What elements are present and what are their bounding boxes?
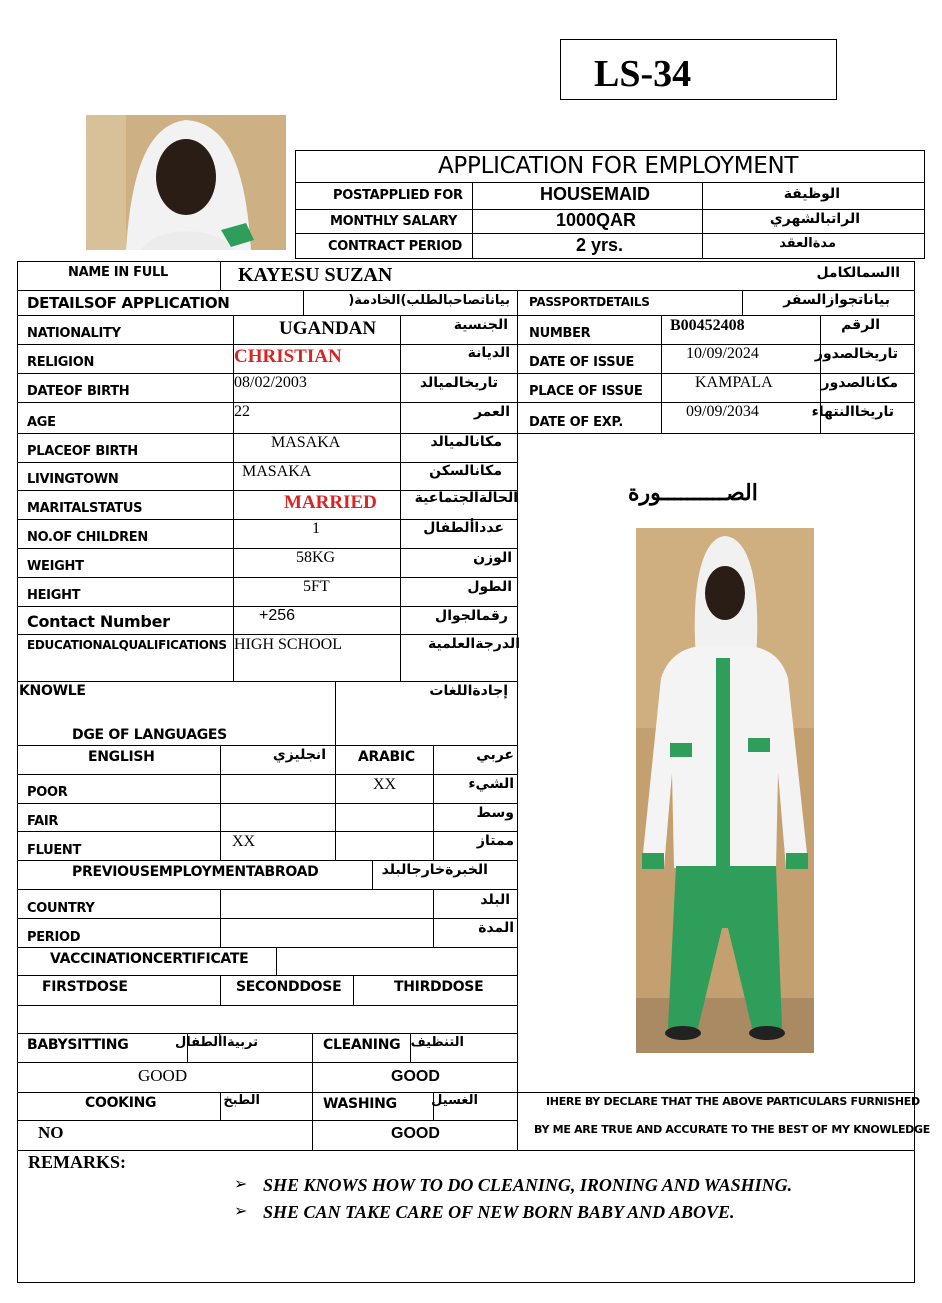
cleaning-value: GOOD — [391, 1068, 440, 1085]
babysitting-value: GOOD — [138, 1066, 188, 1085]
third-dose-label: THIRDDOSE — [394, 979, 484, 995]
salary-value: 1000QAR — [556, 210, 637, 230]
living-town-ar: مكانالسكن — [429, 463, 502, 479]
english-ar: انجليزي — [272, 747, 326, 763]
second-dose-label: SECONDDOSE — [236, 979, 342, 995]
expiry-date-value: 09/09/2034 — [686, 403, 759, 420]
english-label: ENGLISH — [88, 749, 155, 765]
poor-label: POOR — [27, 785, 68, 800]
dob-ar: تاريخالميالد — [419, 375, 498, 391]
cleaning-label: CLEANING — [323, 1037, 401, 1053]
birthplace-value: MASAKA — [271, 434, 341, 451]
babysitting-label: BABYSITTING — [27, 1037, 129, 1053]
poor-ar: الشيء — [468, 776, 514, 792]
age-label: AGE — [27, 415, 56, 430]
contract-value: 2 yrs. — [576, 235, 624, 255]
details-ar: بياناتصاحبالطلب)الخادمة( — [348, 293, 510, 308]
children-value: 1 — [312, 520, 320, 537]
fluent-english: XX — [232, 833, 256, 850]
passport-number-value: B00452408 — [670, 317, 745, 334]
languages-ar: إجادةاللغات — [429, 683, 508, 699]
languages-label-2: DGE OF LANGUAGES — [72, 727, 227, 743]
name-ar: االسمالكامل — [816, 265, 900, 281]
previous-employment-ar: الخبرةخارجالبلد — [381, 862, 488, 878]
form-title: APPLICATION FOR EMPLOYMENT — [438, 153, 799, 179]
washing-ar: الغسيل — [431, 1093, 478, 1108]
passport-label: PASSPORTDETAILS — [529, 295, 650, 309]
post-applied-value: HOUSEMAID — [540, 184, 651, 204]
declaration-line-2: BY ME ARE TRUE AND ACCURATE TO THE BEST OF MY KNOWLEDGE — [534, 1123, 930, 1136]
vaccination-label: VACCINATIONCERTIFICATE — [50, 951, 249, 967]
passport-number-label: NUMBER — [529, 326, 591, 341]
issue-place-value: KAMPALA — [695, 374, 773, 391]
living-town-label: LIVINGTOWN — [27, 472, 119, 487]
previous-employment-label: PREVIOUSEMPLOYMENTABROAD — [72, 864, 319, 880]
remarks-bullet-2: ➢ — [234, 1203, 248, 1220]
fluent-ar: ممتاز — [476, 833, 514, 849]
expiry-date-label: DATE OF EXP. — [529, 415, 623, 430]
post-applied-label: POSTAPPLIED FOR — [333, 188, 463, 203]
headshot-photo — [86, 115, 286, 250]
period-label: PERIOD — [27, 930, 81, 945]
contact-value: +256 — [259, 607, 296, 624]
contract-label: CONTRACT PERIOD — [328, 239, 462, 254]
nationality-value: UGANDAN — [279, 318, 377, 339]
fair-label: FAIR — [27, 814, 59, 829]
issue-date-label: DATE OF ISSUE — [529, 355, 635, 370]
cooking-label: COOKING — [85, 1095, 157, 1111]
issue-place-ar: مكانالصدور — [821, 375, 898, 391]
remarks-label: REMARKS: — [28, 1152, 126, 1172]
details-label: DETAILSOF APPLICATION — [27, 294, 230, 312]
education-value: HIGH SCHOOL — [234, 636, 342, 653]
contract-ar: مدةالعقد — [779, 236, 836, 251]
birthplace-label: PLACEOF BIRTH — [27, 444, 138, 459]
name-value: KAYESU SUZAN — [238, 264, 393, 286]
issue-date-value: 10/09/2024 — [686, 345, 759, 362]
height-value: 5FT — [303, 578, 330, 595]
cooking-value: NO — [38, 1123, 64, 1142]
salary-label: MONTHLY SALARY — [330, 214, 458, 229]
children-ar: عدداألطفال — [423, 520, 504, 536]
dob-label: DATEOF BIRTH — [27, 384, 130, 399]
issue-date-ar: تاريخالصدور — [814, 346, 898, 362]
passport-number-ar: الرقم — [841, 317, 880, 333]
fluent-label: FLUENT — [27, 843, 82, 858]
name-label: NAME IN FULL — [68, 265, 168, 280]
marital-ar: الحالةالجتماعية — [414, 490, 518, 506]
photo-caption: الصــــــــــورة — [628, 480, 758, 506]
country-label: COUNTRY — [27, 901, 95, 916]
dob-value: 08/02/2003 — [234, 374, 307, 391]
nationality-label: NATIONALITY — [27, 326, 121, 341]
marital-label: MARITALSTATUS — [27, 501, 143, 516]
height-ar: الطول — [467, 579, 512, 595]
remarks-bullet-1: ➢ — [234, 1176, 248, 1193]
fair-ar: وسط — [476, 805, 514, 821]
expiry-date-ar: تاريخاالنتهاء — [811, 404, 894, 420]
children-label: NO.OF CHILDREN — [27, 530, 148, 545]
form-code: LS-34 — [594, 53, 692, 95]
arabic-label: ARABIC — [358, 749, 415, 765]
first-dose-label: FIRSTDOSE — [42, 979, 128, 995]
religion-value: CHRISTIAN — [234, 346, 342, 367]
education-ar: الدرجةالعلمية — [427, 636, 520, 652]
full-body-photo — [636, 528, 814, 1053]
passport-ar: بياناتجوازالسفر — [783, 292, 890, 308]
nationality-ar: الجنسية — [453, 317, 508, 333]
country-ar: البلد — [480, 892, 510, 908]
cooking-ar: الطبخ — [223, 1093, 260, 1108]
babysitting-ar: تربيةاألطفال — [174, 1035, 258, 1050]
period-ar: المدة — [478, 920, 514, 936]
contact-label: Contact Number — [27, 612, 170, 631]
remarks-item-2: SHE CAN TAKE CARE OF NEW BORN BABY AND ABOVE. — [263, 1202, 735, 1222]
issue-place-label: PLACE OF ISSUE — [529, 384, 643, 399]
cleaning-ar: التنظيف — [410, 1035, 464, 1050]
living-town-value: MASAKA — [242, 463, 312, 480]
religion-label: RELIGION — [27, 355, 95, 370]
religion-ar: الديانة — [467, 345, 510, 361]
washing-value: GOOD — [391, 1125, 440, 1142]
languages-label-1: KNOWLE — [19, 683, 86, 699]
declaration-line-1: IHERE BY DECLARE THAT THE ABOVE PARTICULARS FURNISHED — [546, 1095, 920, 1108]
arabic-ar: عربي — [476, 747, 514, 763]
washing-label: WASHING — [323, 1096, 397, 1112]
height-label: HEIGHT — [27, 588, 81, 603]
age-value: 22 — [234, 403, 250, 420]
birthplace-ar: مكانالميالد — [430, 434, 502, 450]
salary-ar: الراتبالشهري — [769, 211, 860, 227]
weight-value: 58KG — [296, 549, 336, 566]
contact-ar: رقمالجوال — [435, 608, 508, 624]
education-label: EDUCATIONALQUALIFICATIONS — [27, 638, 227, 652]
poor-arabic: XX — [373, 776, 397, 793]
age-ar: العمر — [473, 404, 510, 420]
weight-ar: الوزن — [473, 550, 512, 566]
weight-label: WEIGHT — [27, 559, 84, 574]
marital-value: MARRIED — [284, 492, 377, 513]
remarks-item-1: SHE KNOWS HOW TO DO CLEANING, IRONING AND WASHING. — [263, 1175, 793, 1195]
post-applied-ar: الوظيفة — [783, 186, 840, 202]
